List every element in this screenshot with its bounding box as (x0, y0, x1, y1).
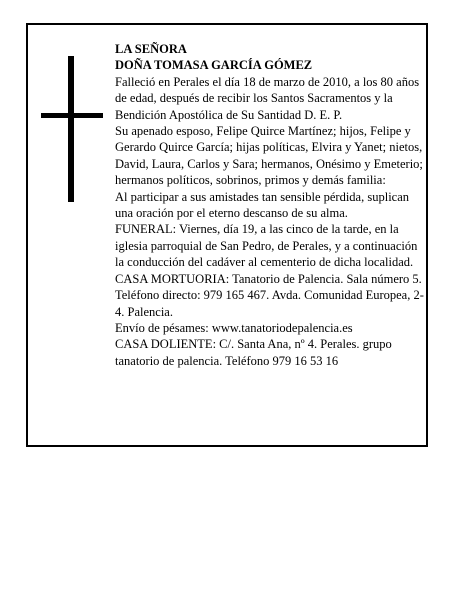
mortuary-paragraph: CASA MORTUORIA: Tanatorio de Palencia. Sala número 5. Teléfono directo: 979 165 467. Avda. Comunidad Europea, 2-4. Palencia. (115, 271, 424, 319)
cross-vertical-bar (68, 56, 74, 202)
deceased-name: DOÑA TOMASA GARCÍA GÓMEZ (115, 58, 313, 73)
notice-heading: LA SEÑORA (115, 42, 187, 56)
death-paragraph: Falleció en Perales el día 18 de marzo de 2010, a los 80 años de edad, después de recibir los Santos Sacramentos y la Bendición Apostólica de Su Santidad D. E. P. (115, 74, 420, 122)
obituary-notice (26, 23, 428, 447)
funeral-paragraph: FUNERAL: Viernes, día 19, a las cinco de la tarde, en la iglesia parroquial de San Pedro, de Perales, y a continuación la conducción del cadáver al cementerio de dicha localidad. (115, 222, 418, 270)
condolences-paragraph: Envío de pésames: www.tanatoriodepalencia.es (115, 320, 353, 335)
latin-cross-icon (41, 56, 109, 202)
family-paragraph: Su apenado esposo, Felipe Quirce Martínez; hijos, Felipe y Gerardo Quirce García; hijas políticas, Elvira y Yanet; nietos, David, Laura, Carlos y Sara; hermanos, Onésimo y Emeterio; hermanos políticos, sobrinos, primos y demás familia: (115, 124, 423, 188)
mourning-house-paragraph: CASA DOLIENTE: C/. Santa Ana, nº 4. Perales. grupo tanatorio de palencia. Teléfono 979 16 53 16 (115, 337, 392, 368)
obituary-text (115, 41, 424, 369)
cross-horizontal-bar (41, 113, 103, 118)
prayer-paragraph: Al participar a sus amistades tan sensible pérdida, suplican una oración por el eterno descanso de su alma. (115, 189, 410, 221)
